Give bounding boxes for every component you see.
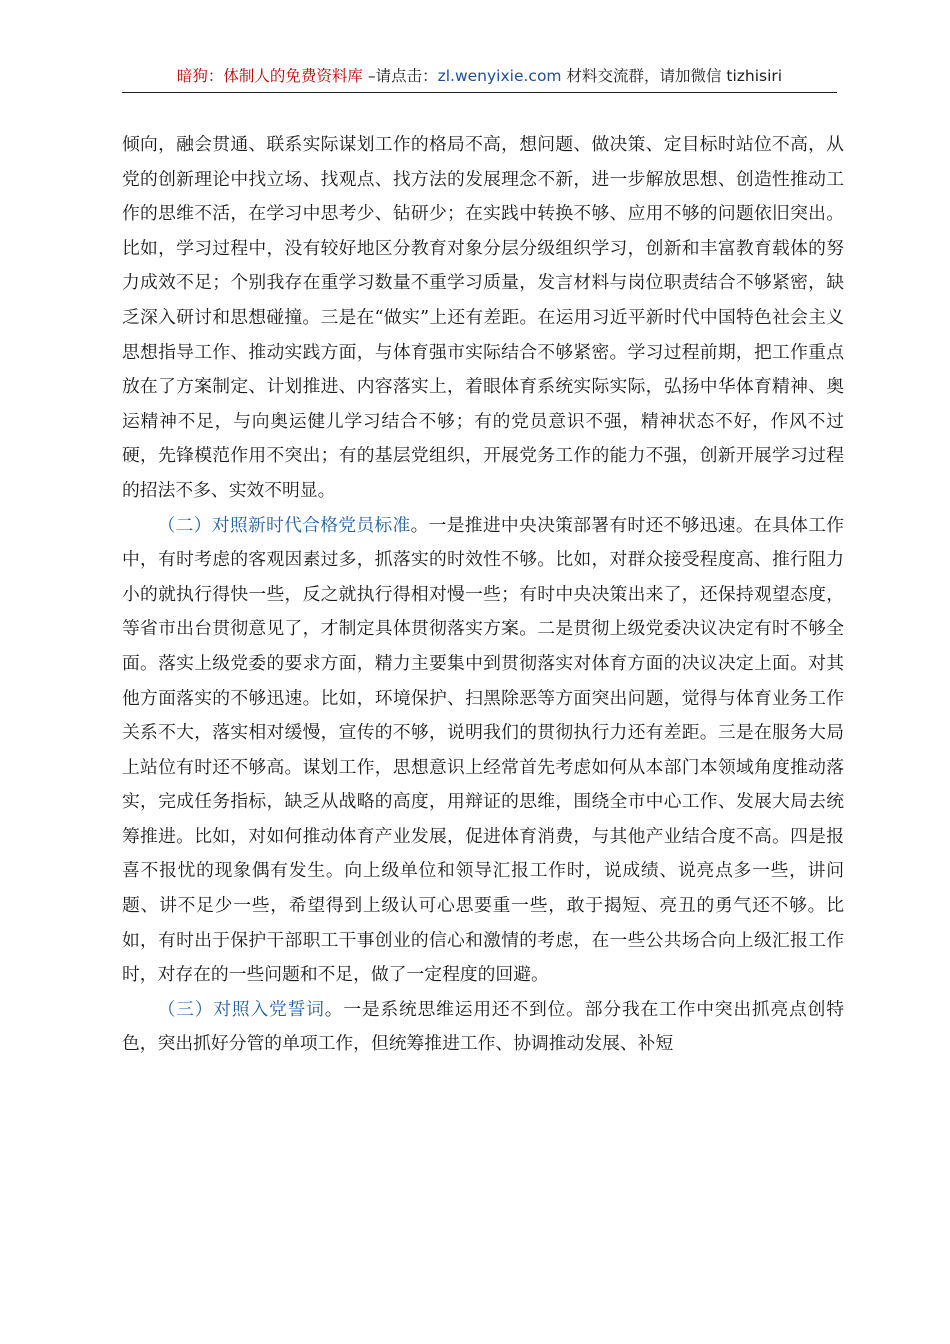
page-header [122,60,837,93]
header-site-name: 暗狗：体制人的免费资料库 [176,67,363,85]
header-wechat-note: 材料交流群，请加微信 tizhisiri [561,67,783,85]
paragraph-1: 倾向，融会贯通、联系实际谋划工作的格局不高，想问题、做决策、定目标时站位不高，从党的创新理论中找立场、找观点、找方法的发展理念不新，进一步解放思想、创造性推动工作的思维不活，在学习中思考少、钻研少；在实践中转换不够、应用不够的问题依旧突出。比如，学习过程中，没有较好地区分教育对象分层分级组织学习，创新和丰富教育载体的努力成效不足；个别我存在重学习数量不重学习质量，发言材料与岗位职责结合不够紧密，缺乏深入研讨和思想碰撞。三是在“做实”上还有差距。在运用习近平新时代中国特色社会主义思想指导工作、推动实践方面，与体育强市实际结合不够紧密。学习过程前期，把工作重点放在了方案制定、计划推进、内容落实上，着眼体育系统实际实际，弘扬中华体育精神、奥运精神不足，与向奥运健儿学习结合不够；有的党员意识不强，精神状态不好，作风不过硬，先锋模范作用不突出；有的基层党组织，开展党务工作的能力不强，创新开展学习过程的招法不多、实效不明显。 [122,134,844,501]
section-2-heading: （二）对照新时代合格党员标准 [157,514,411,536]
header-url-link[interactable]: zl.wenyixie.com [437,67,562,85]
section-3-heading: （三）对照入党誓词 [157,998,325,1020]
section-2-text: 。一是推进中央决策部署有时还不够迅速。在具体工作中，有时考虑的客观因素过多，抓落实的时效性不够。比如，对群众接受程度高、推行阻力小的就执行得快一些，反之就执行得相对慢一些；有时中央决策出来了，还保持观望态度，等省市出台贯彻意见了，才制定具体贯彻落实方案。二是贯彻上级党委决议决定有时不够全面。落实上级党委的要求方面，精力主要集中到贯彻落实对体育方面的决议决定上面。对其他方面落实的不够迅速。比如，环境保护、扫黑除恶等方面突出问题，觉得与体育业务工作关系不大，落实相对缓慢，宣传的不够，说明我们的贯彻执行力还有差距。三是在服务大局上站位有时还不够高。谋划工作，思想意识上经常首先考虑如何从本部门本领域角度推动落实，完成任务指标，缺乏从战略的高度，用辩证的思维，围绕全市中心工作、发展大局去统筹推进。比如，对如何推动体育产业发展，促进体育消费，与其他产业结合度不高。四是报喜不报忧的现象偶有发生。向上级单位和领导汇报工作时，说成绩、说亮点多一些，讲问题、讲不足少一些，希望得到上级认可心思要重一些，敢于揭短、亮丑的勇气还不够。比如，有时出于保护干部职工干事创业的信心和激情的考虑，在一些公共场合向上级汇报工作时，对存在的一些问题和不足，做了一定程度的回避。 [122,514,844,986]
header-click-prompt: –请点击： [362,67,438,85]
section-3-text: 。一是系统思维运用还不到位。部分我在工作中突出抓亮点创特色，突出抓好分管的单项工作，但统筹推进工作、协调推动发展、补短 [122,998,844,1055]
paragraph-3 [122,993,844,1062]
document-body [122,128,844,1062]
paragraph-2 [122,509,844,993]
